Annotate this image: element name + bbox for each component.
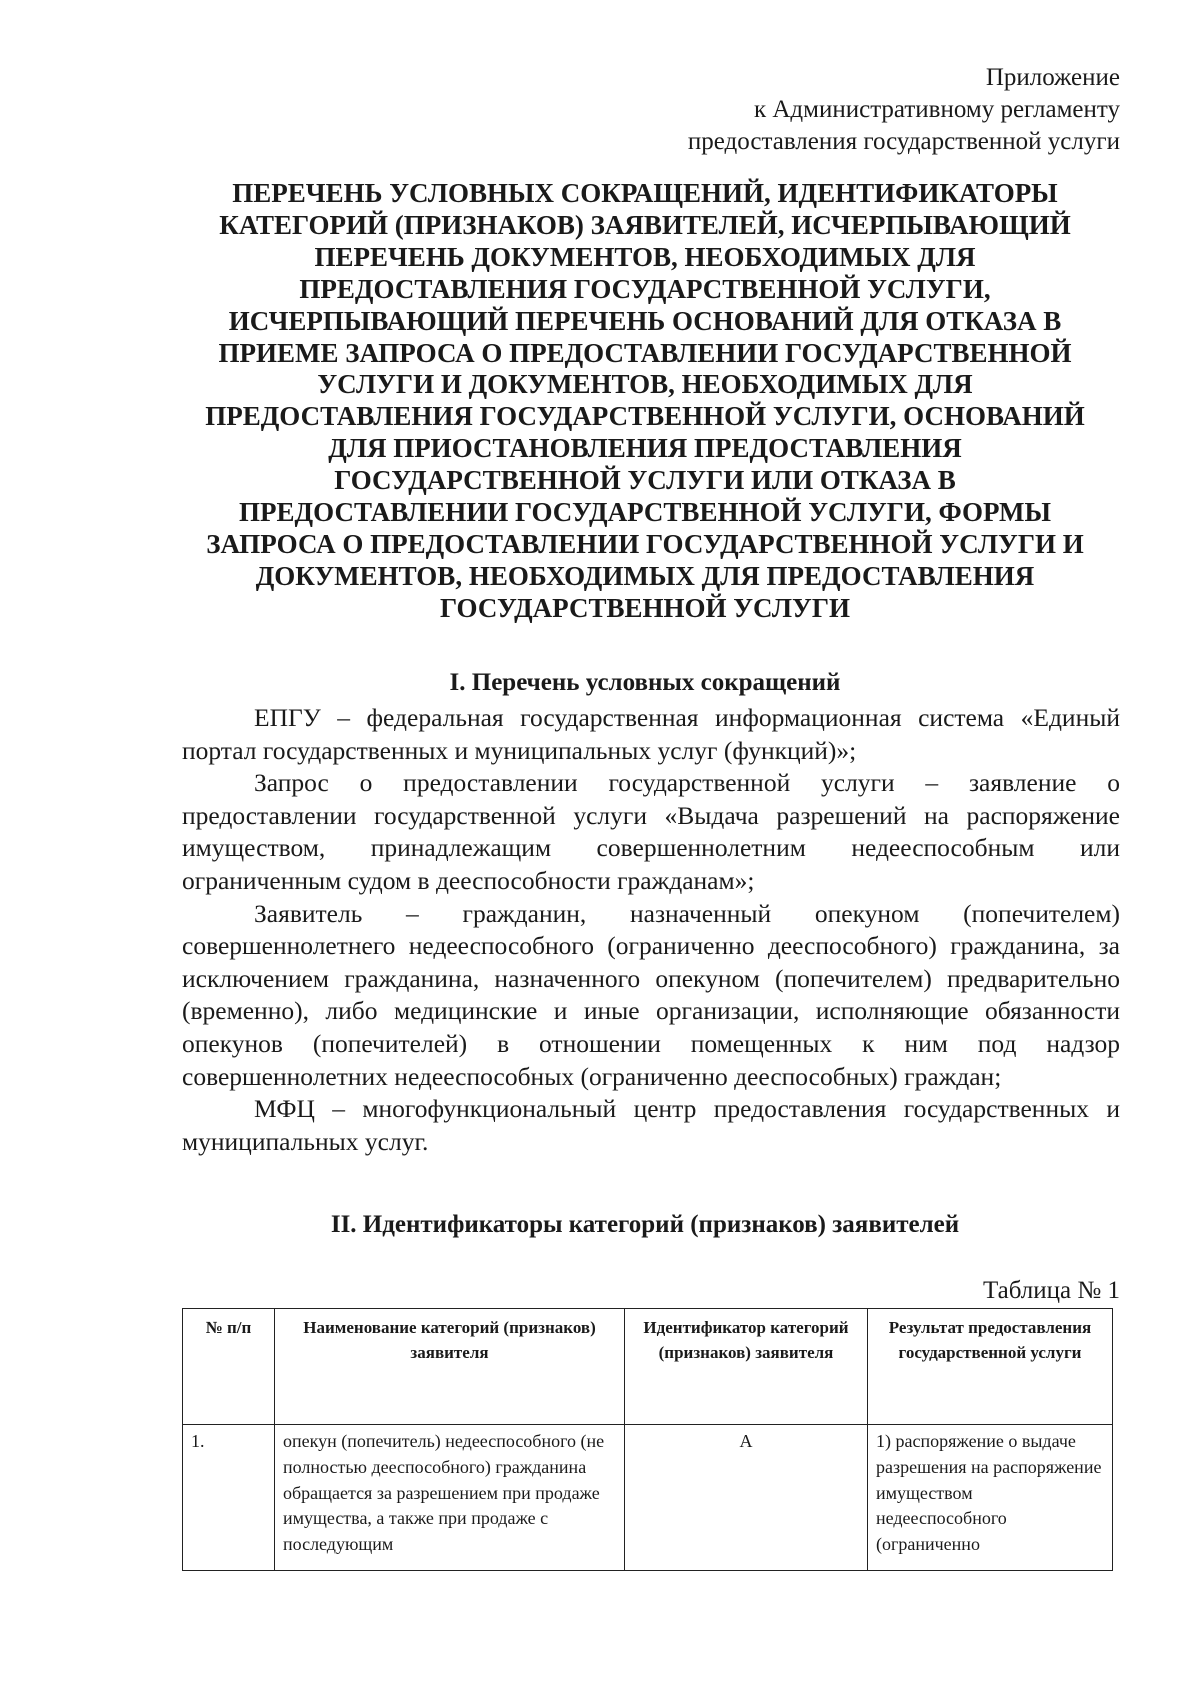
title-line: ГОСУДАРСТВЕННОЙ УСЛУГИ ИЛИ ОТКАЗА В	[334, 465, 956, 496]
column-header-result: Результат предоставления государственной услуги	[868, 1309, 1113, 1425]
title-line: ПРЕДОСТАВЛЕНИЯ ГОСУДАРСТВЕННОЙ УСЛУГИ,	[299, 273, 991, 304]
column-header-category: Наименование категорий (признаков) заявителя	[275, 1309, 625, 1425]
appendix-line-1: Приложение	[985, 64, 1120, 91]
definition-request: Запрос о предоставлении государственной услуги – заявление о предоставлении государственной услуги «Выдача разрешений на распоряжение имуществом, принадлежащим совершеннолетним недееспособным или ограниченным судом в дееспособности гражданам»;	[182, 768, 1120, 895]
cell-result: 1) распоряжение о выдаче разрешения на распоряжение имуществом недееспособного (ограниченно	[868, 1425, 1113, 1571]
title-line: ПЕРЕЧЕНЬ ДОКУМЕНТОВ, НЕОБХОДИМЫХ ДЛЯ	[314, 241, 976, 272]
title-line: ДОКУМЕНТОВ, НЕОБХОДИМЫХ ДЛЯ ПРЕДОСТАВЛЕНИЯ	[255, 560, 1035, 591]
table-header-row	[183, 1309, 1113, 1425]
title-line: ИСЧЕРПЫВАЮЩИЙ ПЕРЕЧЕНЬ ОСНОВАНИЙ ДЛЯ ОТКАЗА В	[228, 305, 1062, 336]
title-line: ПРЕДОСТАВЛЕНИЯ ГОСУДАРСТВЕННОЙ УСЛУГИ, ОСНОВАНИЙ	[205, 401, 1085, 432]
section-2-heading: II. Идентификаторы категорий (признаков) заявителей	[330, 1211, 960, 1238]
column-header-number: № п/п	[183, 1309, 275, 1425]
title-line: ЗАПРОСА О ПРЕДОСТАВЛЕНИИ ГОСУДАРСТВЕННОЙ УСЛУГИ И	[206, 528, 1084, 559]
title-line: ПРИЕМЕ ЗАПРОСА О ПРЕДОСТАВЛЕНИИ ГОСУДАРСТВЕННОЙ	[218, 337, 1072, 368]
section-1-heading: I. Перечень условных сокращений	[449, 669, 841, 696]
title-line: УСЛУГИ И ДОКУМЕНТОВ, НЕОБХОДИМЫХ ДЛЯ	[317, 369, 973, 400]
appendix-line-2: к Административному регламенту	[753, 96, 1120, 123]
table-row	[183, 1425, 1113, 1571]
title-line: ПРЕДОСТАВЛЕНИИ ГОСУДАРСТВЕННОЙ УСЛУГИ, ФОРМЫ	[239, 497, 1051, 528]
cell-category: опекун (попечитель) недееспособного (не полностью дееспособного) гражданина обращается за разрешением при продаже имущества, а также при продаже с последующим	[275, 1425, 625, 1571]
document-title	[170, 178, 1120, 625]
definition-mfc: МФЦ – многофункциональный центр предоставления государственных и муниципальных услуг.	[182, 1094, 1120, 1156]
definition-applicant: Заявитель – гражданин, назначенный опекуном (попечителем) совершеннолетнего недееспособного (ограниченно дееспособного) гражданина, за исключением гражданина, назначенного опекуном (попечителем) предварительно (временно), либо медицинские и иные организации, исполняющие обязанности опекунов (попечителей) в отношении помещенных к ним под надзор совершеннолетних недееспособных (ограниченно дееспособных) граждан;	[182, 898, 1120, 1091]
definition-epgu: ЕПГУ – федеральная государственная информационная система «Единый портал государственных и муниципальных услуг (функций)»;	[182, 703, 1120, 765]
appendix-line-3: предоставления государственной услуги	[687, 128, 1120, 155]
column-header-identifier: Идентификатор категорий (признаков) заявителя	[625, 1309, 868, 1425]
cell-identifier: А	[625, 1425, 868, 1571]
title-line: КАТЕГОРИЙ (ПРИЗНАКОВ) ЗАЯВИТЕЛЕЙ, ИСЧЕРПЫВАЮЩИЙ	[219, 209, 1071, 240]
appendix-header	[688, 62, 1120, 158]
title-line: ДЛЯ ПРИОСТАНОВЛЕНИЯ ПРЕДОСТАВЛЕНИЯ	[328, 433, 962, 464]
table-caption: Таблица № 1	[982, 1277, 1120, 1304]
abbreviations-list	[182, 702, 1120, 1158]
applicant-categories-table	[182, 1308, 1113, 1571]
title-line: ПЕРЕЧЕНЬ УСЛОВНЫХ СОКРАЩЕНИЙ, ИДЕНТИФИКАТОРЫ	[232, 178, 1058, 208]
cell-number: 1.	[183, 1425, 275, 1571]
title-line: ГОСУДАРСТВЕННОЙ УСЛУГИ	[440, 592, 850, 623]
